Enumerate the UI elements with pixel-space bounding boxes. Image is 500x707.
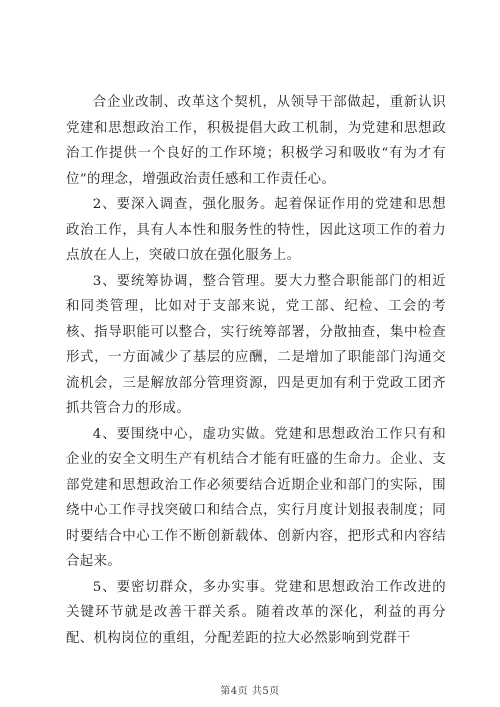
paragraph-5: 5、要密切群众，多办实事。党建和思想政治工作改进的关键环节就是改善干群关系。随着改革的深化，利益的再分配、机构岗位的重组，分配差距的拉大必然影响到党群干 xyxy=(66,579,446,646)
paragraph-2: 2、要深入调查，强化服务。起着保证作用的党建和思想政治工作，具有人本性和服务性的特性，因此这项工作的着力点放在人上，突破口放在强化服务上。 xyxy=(66,197,446,263)
paragraph-1: 合企业改制、改革这个契机，从领导干部做起，重新认识党建和思想政治工作，积极提倡大政工机制，为党建和思想政治工作提供一个良好的工作环境；积极学习和吸收“有为才有位”的理念，增强政治责任感和工作责任心。 xyxy=(66,95,446,187)
document-body xyxy=(66,90,446,651)
paragraph-4: 4、要围绕中心，虚功实做。党建和思想政治工作只有和企业的安全文明生产有机结合才能有旺盛的生命力。企业、支部党建和思想政治工作必须要结合近期企业和部门的实际，围绕中心工作寻找突破口和结合点，实行月度计划报表制度；同时要结合中心工作不断创新载体、创新内容，把形式和内容结合起来。 xyxy=(66,426,446,569)
paragraph-3: 3、要统筹协调，整合管理。要大力整合职能部门的相近和同类管理，比如对于支部来说，党工部、纪检、工会的考核、指导职能可以整合，实行统筹部署，分散抽查，集中检查形式，一方面减少了基层的应酬，二是增加了职能部门沟通交流机会，三是解放部分管理资源，四是更加有利于党政工团齐抓共管合力的形成。 xyxy=(66,273,446,416)
page-number-footer: 第4页 共5页 xyxy=(220,686,280,697)
